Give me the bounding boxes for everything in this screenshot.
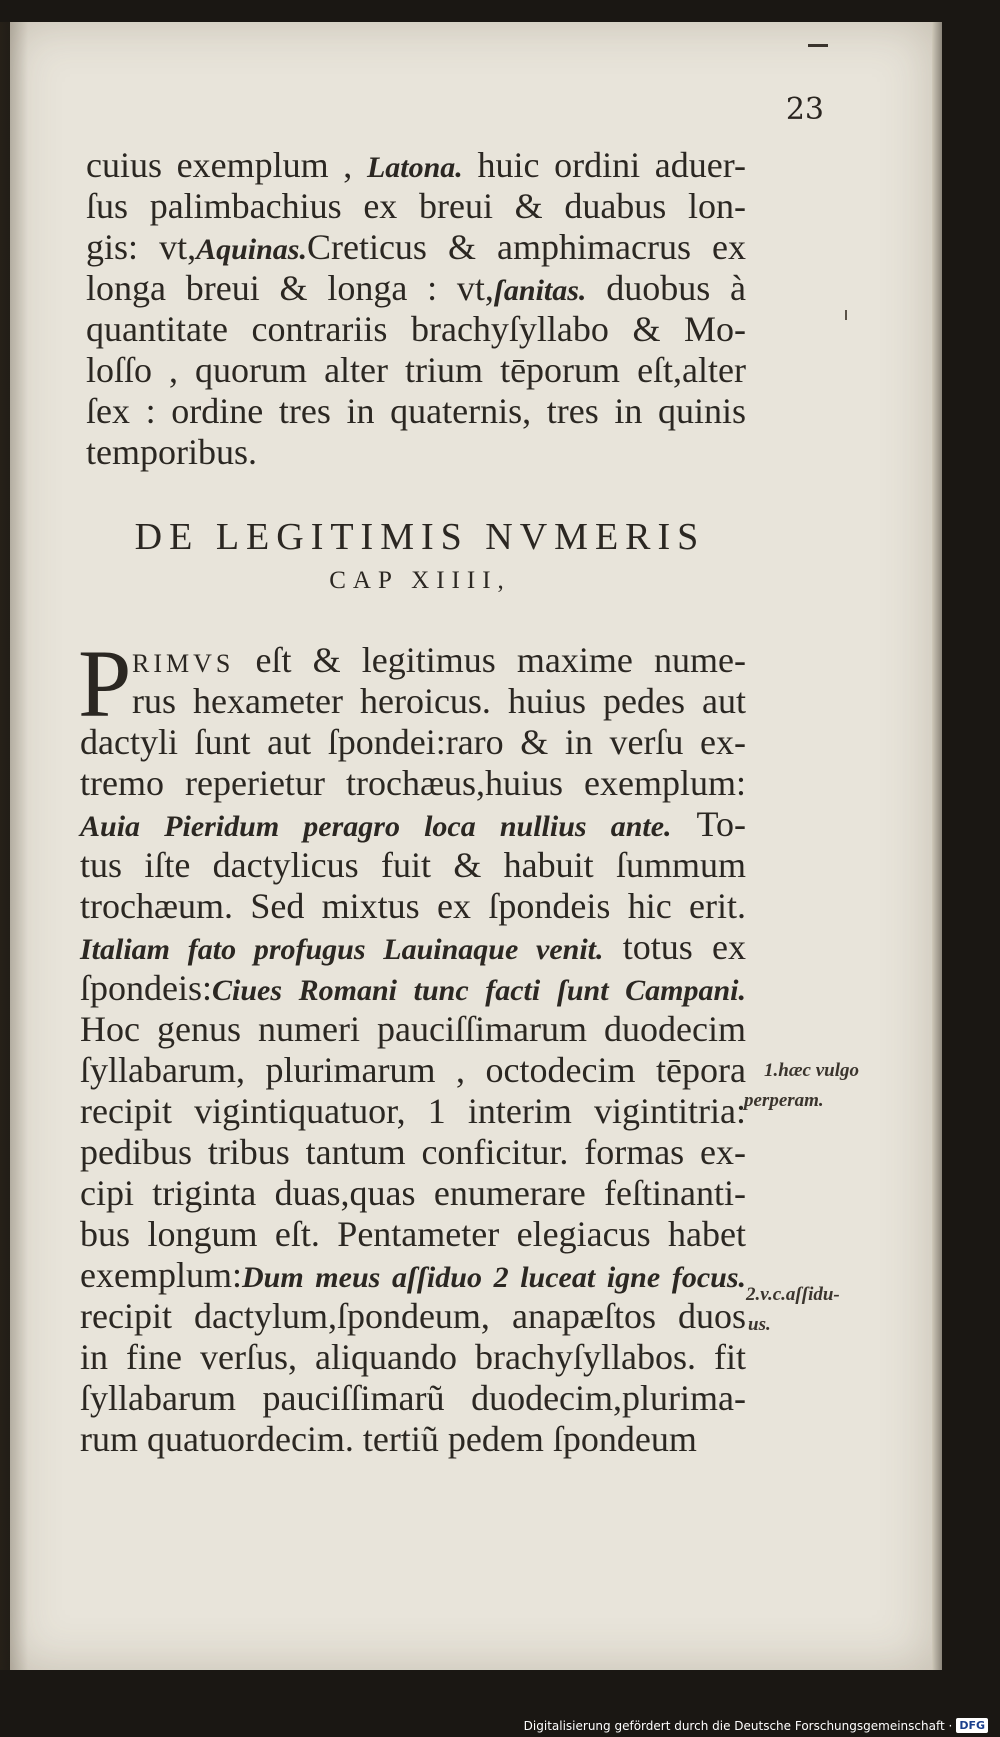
margin-note-2a: 2.v.c.aſſidu- <box>746 1284 840 1305</box>
text-line <box>86 227 746 268</box>
text-run: gis: vt, <box>86 227 197 267</box>
text-run: rus hexameter heroicus. huius pedes aut <box>132 681 746 721</box>
drop-cap: P <box>78 630 132 737</box>
italic-quote: Aquinas. <box>196 233 307 266</box>
page-gutter-shadow <box>0 22 28 1670</box>
text-run: Hoc genus numeri pauciſſimarum duodecim <box>80 1009 746 1049</box>
text-line <box>80 1296 746 1337</box>
text-run: rum quatuordecim. tertiũ pedem ſpondeum <box>80 1419 697 1459</box>
text-line <box>80 763 746 804</box>
text-line <box>80 1173 746 1214</box>
text-run: loſſo , quorum alter trium tēporum eſt,alter <box>86 350 746 390</box>
text-run: bus longum eſt. Pentameter elegiacus habet <box>80 1214 746 1254</box>
chapter-title: DE LEGITIMIS NVMERIS <box>134 516 706 558</box>
chapter-subtitle: CAP XIIII, <box>329 567 511 594</box>
italic-quote: Ciues Romani tunc facti ſunt Campani. <box>212 974 746 1007</box>
text-line <box>80 886 746 927</box>
text-line <box>80 1337 746 1378</box>
text-run: totus ex <box>603 927 746 967</box>
text-line <box>86 391 746 432</box>
italic-quote: Auia Pieridum peragro loca nullius ante. <box>80 810 672 843</box>
text-run: temporibus. <box>86 432 257 472</box>
text-line <box>80 722 746 763</box>
text-run: pedibus tribus tantum conficitur. formas ex- <box>80 1132 746 1172</box>
text-line <box>86 350 746 391</box>
text-run: cipi triginta duas,quas enumerare feſtinanti- <box>80 1173 746 1213</box>
text-line <box>80 1255 746 1296</box>
text-line <box>86 186 746 227</box>
text-line <box>80 804 746 845</box>
text-run: trochæum. Sed mixtus ex ſpondeis hic erit. <box>80 886 746 926</box>
text-run: recipit vigintiquatuor, 1 interim vigintitria: <box>80 1091 746 1131</box>
paragraph-top <box>86 145 746 473</box>
text-run: ſus palimbachius ex breui & duabus lon- <box>86 186 746 226</box>
ink-mark <box>808 44 828 47</box>
text-line <box>80 968 746 1009</box>
text-run: exemplum: <box>80 1255 242 1295</box>
italic-quote: Latona. <box>366 151 463 184</box>
text-run: eſt & legitimus maxime nume- <box>234 640 746 680</box>
text-line <box>80 845 746 886</box>
dfg-logo: DFG <box>956 1718 988 1733</box>
text-run: recipit dactylum,ſpondeum, anapæſtos duos <box>80 1296 746 1336</box>
ink-speck <box>845 310 847 320</box>
text-run: Creticus & amphimacrus ex <box>306 227 747 267</box>
text-line <box>86 145 746 186</box>
text-line <box>80 1419 746 1460</box>
text-line <box>86 268 746 309</box>
text-line <box>80 1378 746 1419</box>
paragraph-main <box>80 640 746 1460</box>
text-line <box>80 1009 746 1050</box>
text-line <box>80 1132 746 1173</box>
text-run: duobus à <box>586 268 746 308</box>
text-line <box>86 309 746 350</box>
text-line <box>80 1091 746 1132</box>
text-line <box>86 432 746 473</box>
text-run: huic ordini aduer- <box>462 145 746 185</box>
text-run: cuius exemplum , <box>86 145 367 185</box>
text-line <box>80 927 746 968</box>
text-run: To- <box>671 804 746 844</box>
text-line <box>80 640 746 681</box>
italic-quote: Italiam fato profugus Lauinaque venit. <box>80 933 604 966</box>
margin-note-1b: perperam. <box>744 1090 824 1111</box>
text-line <box>80 681 746 722</box>
text-run: ſex : ordine tres in quaternis, tres in quinis <box>86 391 746 431</box>
text-run: ſyllabarum pauciſſimarũ duodecim,plurima- <box>80 1378 746 1418</box>
page-edge <box>932 22 942 1670</box>
text-run: RIMVS <box>132 649 235 678</box>
text-run: dactyli ſunt aut ſpondei:raro & in verſu ex- <box>80 722 746 762</box>
text-run: tremo reperietur trochæus,huius exemplum: <box>80 763 746 803</box>
digitization-footer <box>524 1718 988 1733</box>
page-number: 23 <box>785 92 824 127</box>
text-run: quantitate contrariis brachyſyllabo & Mo- <box>86 309 746 349</box>
text-line <box>80 1050 746 1091</box>
text-run: in fine verſus, aliquando brachyſyllabos. fit <box>80 1337 746 1377</box>
italic-quote: ſanitas. <box>493 274 587 307</box>
text-line <box>80 1214 746 1255</box>
margin-note-1a: 1.hæc vulgo <box>764 1060 859 1081</box>
footer-credit: Digitalisierung gefördert durch die Deutsche Forschungsgemeinschaft · <box>523 1718 953 1733</box>
text-run: tus iſte dactylicus fuit & habuit ſummum <box>80 845 746 885</box>
margin-note-2b: us. <box>748 1314 771 1335</box>
text-run: ſpondeis: <box>80 968 212 1008</box>
text-run: longa breui & longa : vt, <box>86 268 494 308</box>
italic-quote: Dum meus aſſiduo 2 luceat igne focus. <box>241 1261 746 1294</box>
text-run: ſyllabarum, plurimarum , octodecim tēpora <box>80 1050 746 1090</box>
